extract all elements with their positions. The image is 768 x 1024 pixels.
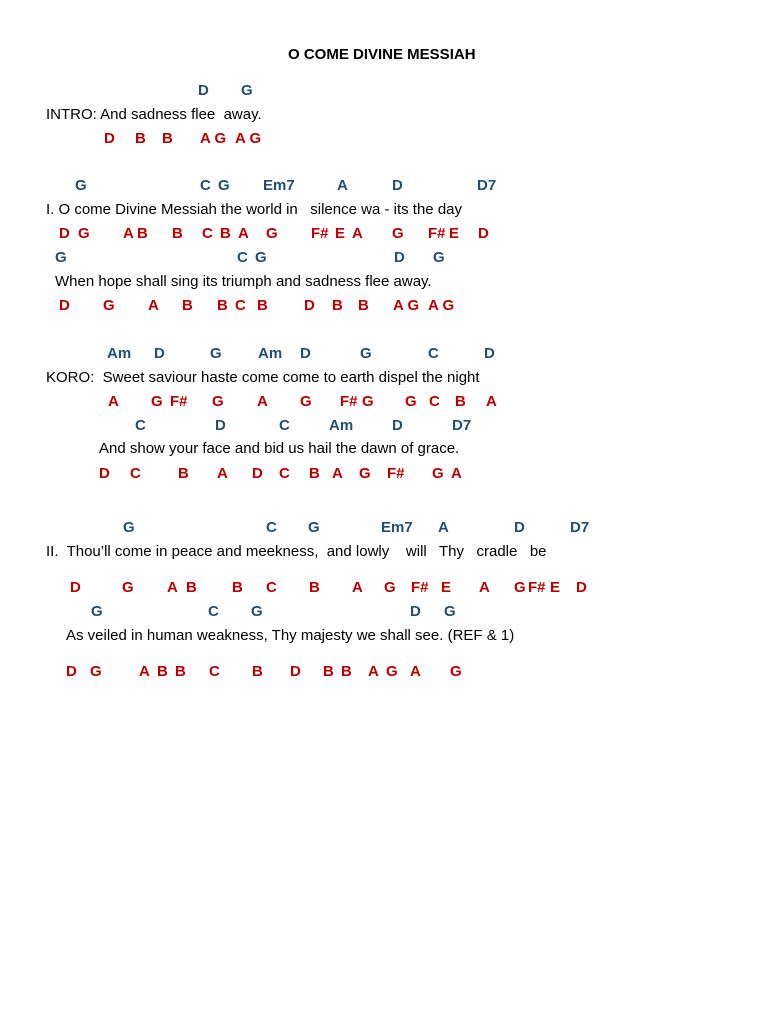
note: A bbox=[139, 663, 150, 680]
note: G bbox=[300, 393, 312, 410]
note: A bbox=[352, 579, 363, 596]
note: B bbox=[175, 663, 186, 680]
note: G bbox=[362, 393, 374, 410]
note: E bbox=[550, 579, 561, 596]
note: F# bbox=[311, 225, 329, 242]
lyric-line: As veiled in human weakness, Thy majesty we shall see. (REF & 1) bbox=[66, 627, 515, 644]
note: D bbox=[59, 225, 70, 242]
chord: D bbox=[198, 82, 209, 99]
note: A G bbox=[235, 130, 262, 147]
chord: C bbox=[200, 177, 211, 194]
note: D bbox=[304, 297, 315, 314]
note: B bbox=[309, 465, 320, 482]
note: F# bbox=[170, 393, 188, 410]
chord: G bbox=[360, 345, 372, 362]
chord: G bbox=[308, 519, 320, 536]
chord: D bbox=[215, 417, 226, 434]
note: B bbox=[252, 663, 263, 680]
chord: G bbox=[444, 603, 456, 620]
chord: D bbox=[154, 345, 165, 362]
note: G bbox=[266, 225, 278, 242]
chord: Am bbox=[107, 345, 132, 362]
chord: C bbox=[237, 249, 248, 266]
note: G bbox=[384, 579, 396, 596]
note: G bbox=[103, 297, 115, 314]
chord: D7 bbox=[452, 417, 472, 434]
chord: A bbox=[337, 177, 348, 194]
chord: D7 bbox=[477, 177, 497, 194]
note: F# bbox=[428, 225, 446, 242]
note: E bbox=[335, 225, 346, 242]
note: E bbox=[449, 225, 460, 242]
note: G bbox=[386, 663, 398, 680]
chord: A bbox=[438, 519, 449, 536]
note: D bbox=[59, 297, 70, 314]
chord: D bbox=[410, 603, 421, 620]
note: B bbox=[257, 297, 268, 314]
note: A bbox=[257, 393, 268, 410]
lyric-line: I. O come Divine Messiah the world in silence wa - its the day bbox=[46, 201, 463, 218]
note: F# bbox=[340, 393, 358, 410]
note: A bbox=[479, 579, 490, 596]
note: A bbox=[352, 225, 363, 242]
chord: Am bbox=[329, 417, 354, 434]
note: A bbox=[123, 225, 134, 242]
chord: D7 bbox=[570, 519, 590, 536]
note: C bbox=[130, 465, 141, 482]
note: A bbox=[238, 225, 249, 242]
chord: C bbox=[208, 603, 219, 620]
note: A G bbox=[428, 297, 455, 314]
note: D bbox=[252, 465, 263, 482]
note: B bbox=[309, 579, 320, 596]
chord: G bbox=[75, 177, 87, 194]
note: B bbox=[332, 297, 343, 314]
note: C bbox=[235, 297, 246, 314]
note: G bbox=[151, 393, 163, 410]
note: B bbox=[358, 297, 369, 314]
lyric-line: INTRO: And sadness flee away. bbox=[46, 106, 262, 123]
note: C bbox=[209, 663, 220, 680]
note: A bbox=[410, 663, 421, 680]
chord: G bbox=[210, 345, 222, 362]
note: B bbox=[217, 297, 228, 314]
note: A bbox=[486, 393, 497, 410]
chord: G bbox=[218, 177, 230, 194]
note: B bbox=[220, 225, 231, 242]
note: B bbox=[162, 130, 173, 147]
note: A bbox=[217, 465, 228, 482]
note: A bbox=[108, 393, 119, 410]
note: F# bbox=[411, 579, 429, 596]
note: C bbox=[266, 579, 277, 596]
note: D bbox=[70, 579, 81, 596]
chord: D bbox=[514, 519, 525, 536]
note: B bbox=[186, 579, 197, 596]
chord: C bbox=[279, 417, 290, 434]
note: E bbox=[441, 579, 452, 596]
chord: Em7 bbox=[381, 519, 413, 536]
lyric-line: When hope shall sing its triumph and sadness flee away. bbox=[55, 273, 432, 290]
note: B bbox=[172, 225, 183, 242]
note: F# bbox=[528, 579, 546, 596]
note: B bbox=[137, 225, 148, 242]
chord: D bbox=[300, 345, 311, 362]
note: A bbox=[332, 465, 343, 482]
note: C bbox=[279, 465, 290, 482]
chord: G bbox=[91, 603, 103, 620]
page-title: O COME DIVINE MESSIAH bbox=[288, 46, 476, 63]
chord: Am bbox=[258, 345, 283, 362]
note: G bbox=[78, 225, 90, 242]
note: G bbox=[212, 393, 224, 410]
note: G bbox=[432, 465, 444, 482]
note: A bbox=[451, 465, 462, 482]
note: B bbox=[178, 465, 189, 482]
note: C bbox=[202, 225, 213, 242]
note: B bbox=[232, 579, 243, 596]
lyric-line: II. Thou’ll come in peace and meekness, and lowly will Thy cradle be bbox=[46, 543, 547, 560]
note: B bbox=[341, 663, 352, 680]
note: G bbox=[359, 465, 371, 482]
chord: C bbox=[428, 345, 439, 362]
chord: G bbox=[251, 603, 263, 620]
note: G bbox=[450, 663, 462, 680]
note: D bbox=[104, 130, 115, 147]
chord: D bbox=[392, 417, 403, 434]
note: B bbox=[323, 663, 334, 680]
lyric-line: KORO: Sweet saviour haste come come to earth dispel the night bbox=[46, 369, 480, 386]
chord: D bbox=[392, 177, 403, 194]
note: B bbox=[455, 393, 466, 410]
lyric-line: And show your face and bid us hail the dawn of grace. bbox=[99, 440, 460, 457]
note: D bbox=[478, 225, 489, 242]
note: A bbox=[368, 663, 379, 680]
chord: G bbox=[241, 82, 253, 99]
note: A bbox=[167, 579, 178, 596]
chord: G bbox=[55, 249, 67, 266]
chord: C bbox=[135, 417, 146, 434]
note: G bbox=[90, 663, 102, 680]
note: C bbox=[429, 393, 440, 410]
note: D bbox=[99, 465, 110, 482]
note: B bbox=[182, 297, 193, 314]
chord: D bbox=[484, 345, 495, 362]
note: G bbox=[405, 393, 417, 410]
note: B bbox=[157, 663, 168, 680]
note: D bbox=[66, 663, 77, 680]
note: G bbox=[392, 225, 404, 242]
chord: Em7 bbox=[263, 177, 295, 194]
note: A G bbox=[200, 130, 227, 147]
note: B bbox=[135, 130, 146, 147]
chord: G bbox=[123, 519, 135, 536]
note: G bbox=[122, 579, 134, 596]
chord: D bbox=[394, 249, 405, 266]
chord: G bbox=[255, 249, 267, 266]
note: D bbox=[290, 663, 301, 680]
note: A G bbox=[393, 297, 420, 314]
chord: C bbox=[266, 519, 277, 536]
note: G bbox=[514, 579, 526, 596]
note: A bbox=[148, 297, 159, 314]
note: F# bbox=[387, 465, 405, 482]
chord: G bbox=[433, 249, 445, 266]
note: D bbox=[576, 579, 587, 596]
